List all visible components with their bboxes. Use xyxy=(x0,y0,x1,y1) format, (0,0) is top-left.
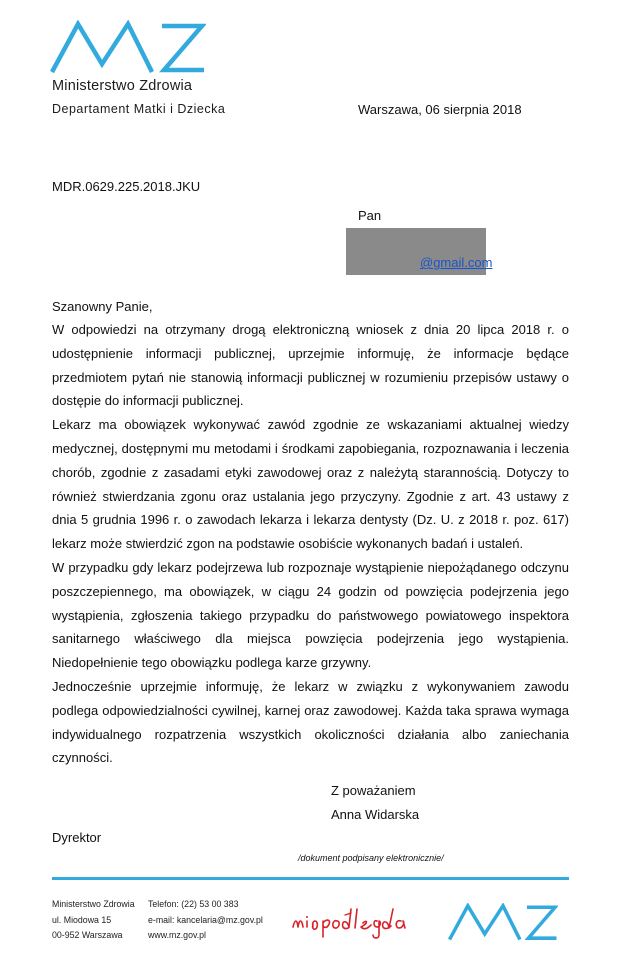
footer-website: www.mz.gov.pl xyxy=(148,930,207,940)
letter-date: Warszawa, 06 sierpnia 2018 xyxy=(358,102,522,117)
paragraph: W przypadku gdy lekarz podejrzewa lub rozpoznaje wystąpienie niepożądanego odczynu poszczepiennego, ma obowiązek, w ciągu 24 godzin od powzięcia podejrzenia jego wystąpienia, zgłoszenia takiego przypadku do państwowego powiatowego inspektora sanitarnego właściwego dla miejsca powzięcia podejrzenia jego wystąpienia. Niedopełnienie tego obowiązku podlega karze grzywny. xyxy=(52,559,569,671)
reference-number: MDR.0629.225.2018.JKU xyxy=(52,179,201,194)
letter-body xyxy=(52,318,569,770)
signer-position: Dyrektor xyxy=(52,830,102,845)
mz-logo-icon xyxy=(50,20,206,74)
signer-name: Anna Widarska xyxy=(331,807,420,822)
mz-logo-icon xyxy=(448,903,558,941)
footer-address-street: ul. Miodowa 15 xyxy=(52,914,112,925)
recipient-title: Pan xyxy=(358,208,382,223)
ministry-name: Ministerstwo Zdrowia xyxy=(52,78,193,94)
footer-phone: Telefon: (22) 53 00 383 xyxy=(148,899,239,909)
department-name: Departament Matki i Dziecka xyxy=(52,102,226,116)
redaction-box-lower xyxy=(346,250,420,275)
footer-contact xyxy=(148,897,263,944)
footer-address xyxy=(52,897,135,944)
niepodlegla-signature-icon xyxy=(289,897,431,941)
paragraph: W odpowiedzi na otrzymany drogą elektroniczną wniosek z dnia 20 lipca 2018 r. o udostępnienie informacji publicznej, uprzejmie informuję, że informacje będące przedmiotem pytań nie stanowią informacji publicznej w rozumieniu przepisów ustawy o dostępie do informacji publicznej. xyxy=(52,322,569,409)
footer-address-name: Ministerstwo Zdrowia xyxy=(52,899,135,909)
closing-regards: Z poważaniem xyxy=(331,783,416,798)
paragraph: Jednocześnie uprzejmie informuję, że lekarz w związku z wykonywaniem zawodu podlega odpowiedzialności cywilnej, karnej oraz zawodowej. Każda taka sprawa wymaga indywidualnego rozpatrzenia wszystkich okoliczności działania albo zaniechania czynności. xyxy=(52,678,569,766)
footer-email: e-mail: kancelaria@mz.gov.pl xyxy=(148,914,263,925)
paragraph: Lekarz ma obowiązek wykonywać zawód zgodnie ze wskazaniami aktualnej wiedzy medycznej, dostępnymi mu metodami i środkami zapobiegania, rozpoznawania i leczenia chorób, zgodnie z zasadami etyki zawodowej oraz z należytą starannością. Dotyczy to również stwierdzania zgonu oraz ustalania jego przyczyny. Zgodnie z art. 43 ustawy z dnia 5 grudnia 1996 r. o zawodach lekarza i lekarza dentysty (Dz. U. z 2018 r. poz. 617) lekarz może stwierdzić zgon na podstawie osobiście wykonanych badań i ustaleń. xyxy=(52,417,569,552)
electronic-signature-note: /dokument podpisany elektronicznie/ xyxy=(298,853,444,863)
salutation: Szanowny Panie, xyxy=(52,299,153,314)
footer-address-city: 00-952 Warszawa xyxy=(52,930,123,940)
recipient-email-link[interactable]: @gmail.com xyxy=(420,255,493,270)
footer-divider xyxy=(52,877,569,880)
